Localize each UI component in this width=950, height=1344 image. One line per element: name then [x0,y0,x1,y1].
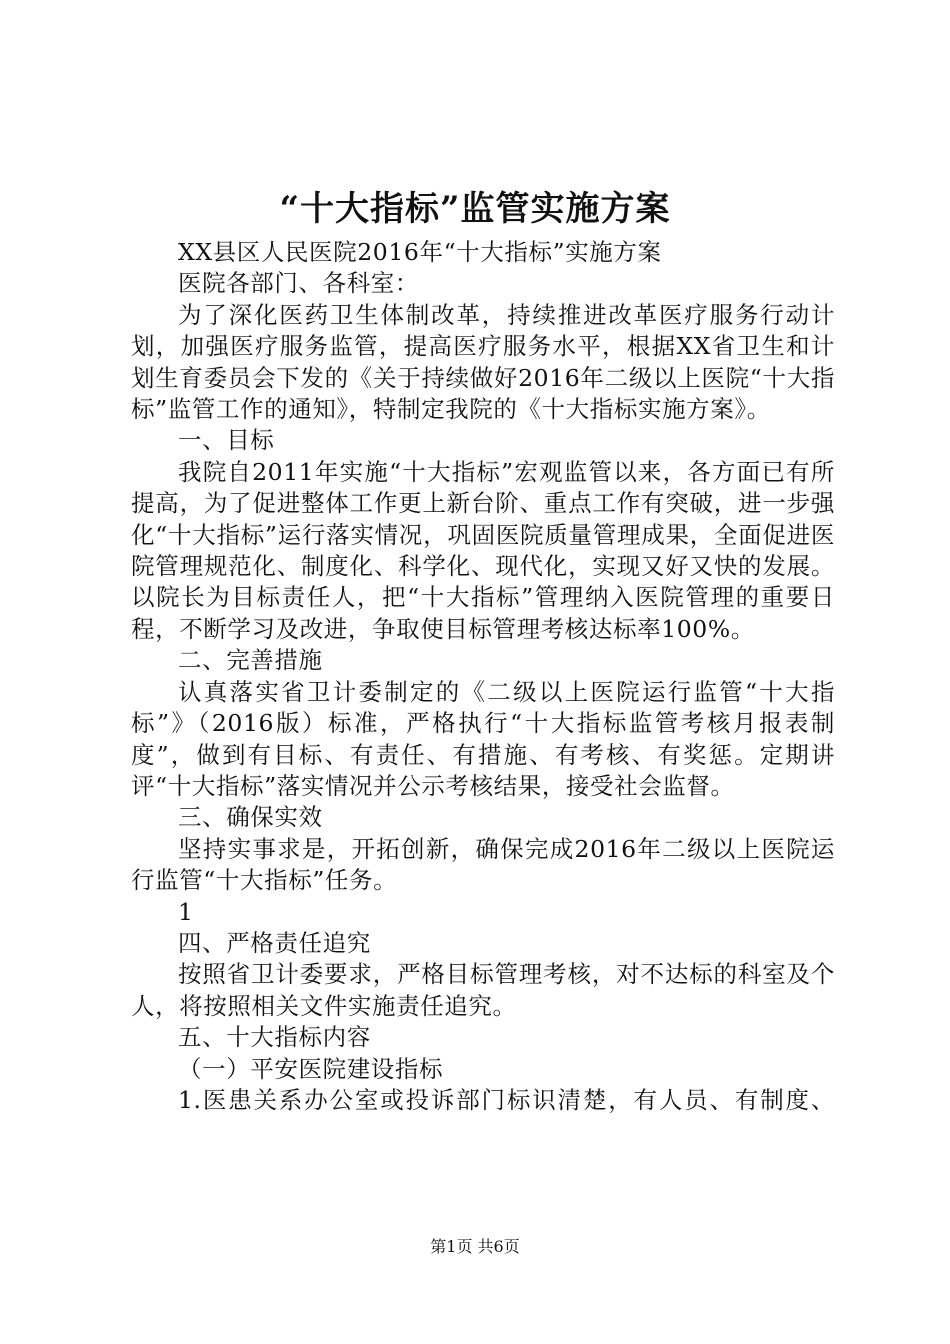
heading-accountability: 四、严格责任追究 [178,928,371,957]
paragraph-intro: 为了深化医药卫生体制改革，持续推进改革医疗服务行动计划，加强医疗服务监管，提高医疗服务水平，根据XX省卫生和计划生育委员会下发的《关于持续做好2016年二级以上医院“十大指标”监管工作的通知》，特制定我院的《十大指标实施方案》。 [131,300,835,424]
heading-measures: 二、完善措施 [178,646,323,675]
paragraph-measures: 认真落实省卫计委制定的《二级以上医院运行监管“十大指标”》（2016版）标准，严格执行“十大指标监管考核月报表制度”，做到有目标、有责任、有措施、有考核、有奖惩。定期讲评“十大指标”落实情况并公示考核结果，接受社会监督。 [131,677,835,800]
heading-indicators: 五、十大指标内容 [178,1023,371,1052]
heading-effectiveness: 三、确保实效 [178,803,323,832]
subheading-safe-hospital: （一）平安医院建设指标 [178,1054,444,1083]
paragraph-goal: 我院自2011年实施“十大指标”宏观监管以来，各方面已有所提高，为了促进整体工作更上新台阶、重点工作有突破，进一步强化“十大指标”运行落实情况，巩固医院质量管理成果，全面促进医院管理规范化、制度化、科学化、现代化，实现又好又快的发展。以院长为目标责任人，把“十大指标”管理纳入医院管理的重要日程，不断学习及改进，争取使目标管理考核达标率100%。 [131,457,835,643]
heading-goal: 一、目标 [178,426,275,455]
paragraph-subtitle: XX县区人民医院2016年“十大指标”实施方案 [178,238,662,266]
paragraph-accountability: 按照省卫计委要求，严格目标管理考核，对不达标的科室及个人，将按照相关文件实施责任追究。 [131,960,835,1020]
paragraph-item-1: 1.医患关系办公室或投诉部门标识清楚，有人员、有制度、 [178,1085,835,1114]
paragraph-salutation: 医院各部门、各科室： [178,269,419,298]
document-title: “十大指标”监管实施方案 [279,189,671,229]
paragraph-effectiveness: 坚持实事求是，开拓创新，确保完成2016年二级以上医院运行监管“十大指标”任务。 [131,834,835,895]
page-break-marker: 1 [178,897,194,926]
document-body [131,237,835,1116]
page-number-footer: 第1页 共6页 [430,1237,520,1256]
